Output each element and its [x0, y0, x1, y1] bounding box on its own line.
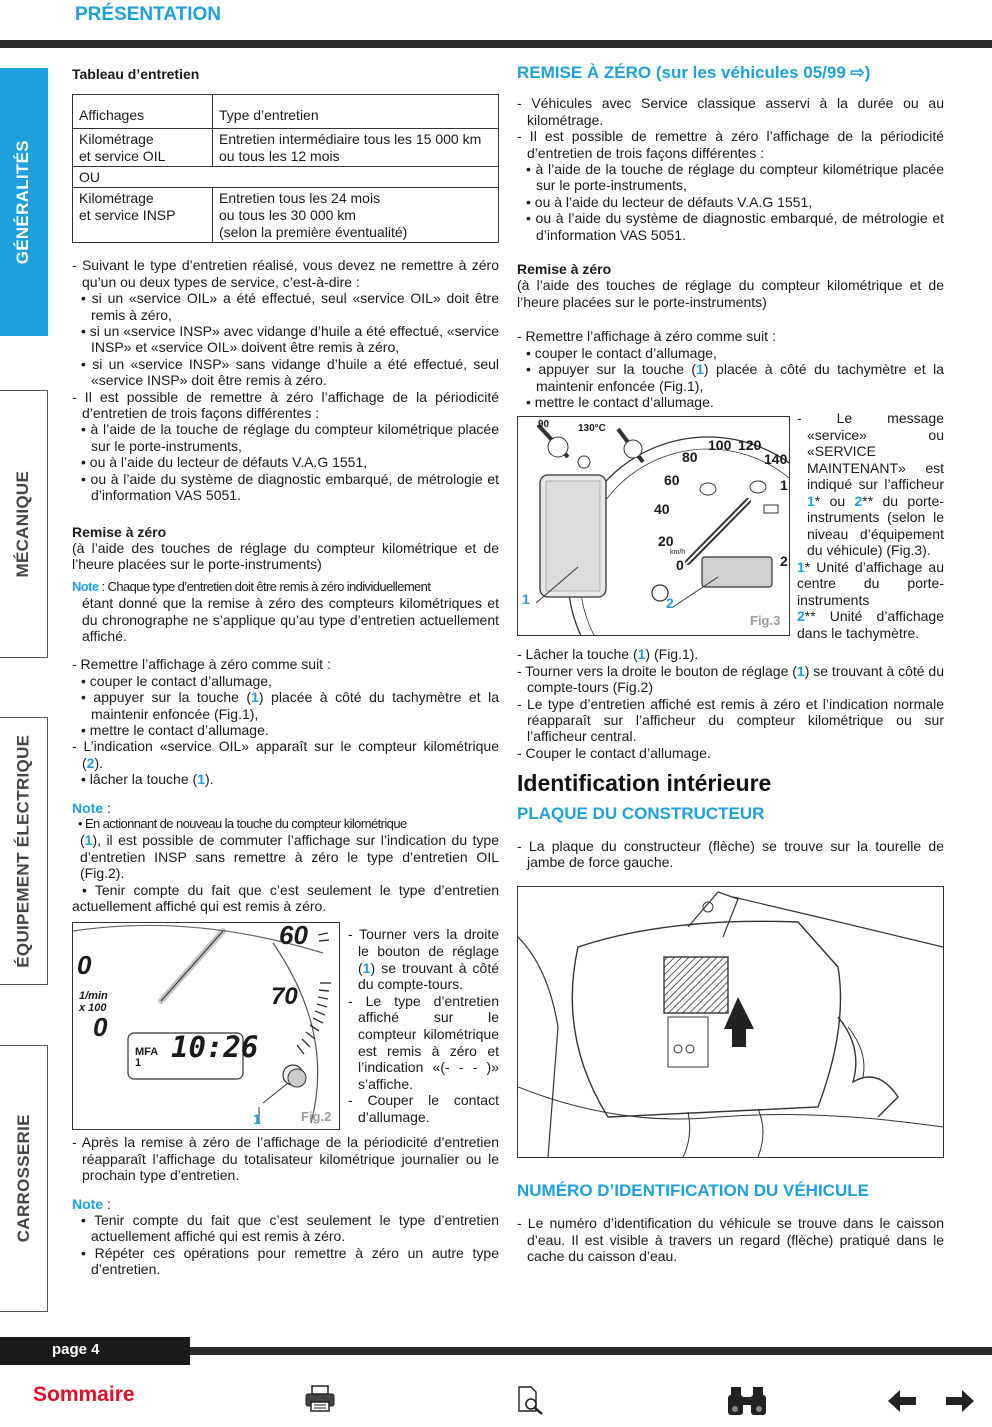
- fig2-illustration: [73, 923, 339, 1129]
- figure-3-dashboard: 130°C 90 20 40 60 80 100 120 140 0 1 2 km/h 1 2 Fig.3: [517, 416, 790, 636]
- section-title-plaque: PLAQUE DU CONSTRUCTEUR: [517, 803, 765, 823]
- fig2-clock-display: 10:26: [171, 1030, 259, 1065]
- tab-mecanique[interactable]: MÉCANIQUE: [0, 390, 48, 658]
- maintenance-table: Affichages Type d’entretien Kilométrage et service OIL Entretien intermédiaire tous les 15 000 km ou tous les 12 mois OU Kilométrage et service INSP Entretien tous les 24 mois ou tous les 30 000 km (selon la première éventualité): [72, 94, 499, 243]
- page-number: page 4: [0, 1337, 190, 1365]
- page-header-title: PRÉSENTATION: [75, 4, 222, 25]
- header-bar: [0, 40, 992, 48]
- arrow-right-icon[interactable]: [946, 1390, 974, 1415]
- heading-identification: Identification intérieure: [517, 770, 772, 797]
- tab-generalites[interactable]: GÉNÉRALITÉS: [0, 68, 48, 336]
- sommaire-link[interactable]: Sommaire: [33, 1383, 135, 1406]
- engine-bay-illustration: [518, 887, 943, 1157]
- right-column: REMISE À ZÉRO (sur les véhicules 05/99 ⇨) - Véhicules avec Service classique asservi à la durée ou au kilométrage. - Il est possible de remettre à zéro l’affichage de la périodicité d’entretien de trois façons différentes : • à l’aide de la touche de réglage du compteur kilométrique placée sur le porte-instruments, • ou à l’aide du lecteur de défauts V.A.G 1551, • ou à l’aide du système de diagnostic embarqué, de métrologie et d’information VAS 5051. Remise à zéro (à l’aide des touches de réglage du compteur kilométrique et de l’heure placées sur le porte-instruments) - Remettre l’affichage à zéro comme suit : • couper le contact d’allumage, • appuyer sur la touche (1) placée à côté du tachymètre et la maintenir enfoncée (Fig.1), • mettre le contact d’allumage. 130°C 90 20 40 60 80 100 120 140 0 1 2 km/h 1 2 Fig.3 - Le message «service» ou «SERVICE MAINTENANT» est indiqué sur l’afficheur 1* ou 2** du porte-instruments (selon le niveau d’équipement du véhicule) (Fig.3). 1* Unité d’affichage au centre du porte-instruments 2** Unité d’affichage dans le tachymètre. - Lâcher la touche (1) (Fig.1). - Tourner vers la droite le bouton de réglage (1) se trouvant à côté du compte-tours (Fig.2) - Le type d’entretien affiché est remis à zéro et l’indication normale réapparaît sur l’afficheur du compteur kilométrique ou sur l’afficheur central. - Couper le contact d’allumage. Identification intérieure PLAQUE DU CONSTRUCTEUR - La plaque du constructeur (flèche) se trouve sur la tourelle de jambe de force gauche. NUMÉRO D’IDENTIFICATION DU VÉHICULE - Le numéro d’identification du véhicule se trouve dans le caisson d’eau. Il est visible à travers un regard (flèche) pratiqué dans le cache du caisson d’eau.: [517, 63, 945, 1264]
- table-title: Tableau d’entretien: [72, 66, 200, 82]
- note-block: Note : Chaque type d’entretien doit être remis à zéro individuellement: [72, 578, 431, 594]
- figure-engine-bay: [517, 886, 944, 1158]
- paragraph: - Suivant le type d’entretien réalisé, vous devez ne remettre à zéro qu’un ou deux types de service, c’est-à-dire :: [72, 257, 499, 290]
- printer-icon[interactable]: [304, 1385, 336, 1416]
- arrow-left-icon[interactable]: [888, 1390, 916, 1415]
- left-column: Tableau d’entretien Affichages Type d’entretien Kilométrage et service OIL Entretien intermédiaire tous les 15 000 km ou tous les 12 mois OU Kilométrage et service INSP Entretien tous les 24 mois ou tous les 30 000 km (selon la première éventualité) - Suivant le type d’entretien réalisé, vous devez ne remettre à zéro qu’un ou deux types de service, c’est-à-dire : • si un «service OIL» a été effectué, seul «service OIL» doit être remis à zéro, • si un «service INSP» avec vidange d’huile a été effectué, «service INSP» et «service OIL» doivent être remis à zéro, • si un «service INSP» sans vidange d’huile a été effectué, seul «service INSP» doit être remis à zéro. - Il est possible de remettre à zéro l’affichage de la périodicité d’entretien de trois façons différentes : • à l’aide de la touche de réglage du compteur kilométrique placée sur le porte-instruments, • ou à l’aide du lecteur de défauts V.A.G 1551, • ou à l’aide du système de diagnostic embarqué, de métrologie et d’information VAS 5051. Remise à zéro (à l’aide des touches de réglage du compteur kilométrique et de l’heure placées sur le porte-instruments) Note : Chaque type d’entretien doit être remis à zéro individuellement étant donné que la remise à zéro des compteurs kilométriques et du chronographe ne s’applique qu’au type d’entretien actuellement affiché. - Remettre l’affichage à zéro comme suit : • couper le contact d’allumage, • appuyer sur la touche (1) placée à côté du tachymètre et la maintenir enfoncée (Fig.1), • mettre le contact d’allumage. - L’indication «service OIL» apparaît sur le compteur kilométrique (2). • lâcher la touche (1). Note : • En actionnant de nouveau la touche du compteur kilométrique (1), il est possible de commuter l’affichage sur l’indication du type d’entretien INSP sans remettre à zéro le type d’entretien OIL (Fig.2). • Tenir compte du fait que c’est seulement le type d’entretien actuellement affiché qui est remis à zéro. 60 70 0 0 1/min x 100 MFA 1 10:26 1 Fig.2 - Tourner vers la droite le bouton de réglage (1) se trouvant à côté du compte-tours. - Le type d’entretien affiché sur le compteur kilométrique est remis à zéro et l’indication «(- - - )» s’affiche. - Couper le contact d’allumage. - Après la remise à zéro de l’affichage de la périodicité d’entretien réapparaît l’affichage du totalisateur kilométrique journalier ou le prochain type d’entretien. Note : • Tenir compte du fait que c’est seulement le type d’entretien actuellement affiché qui est remis à zéro. • Répéter ces opérations pour remettre à zéro un autre type d’entretien.: [72, 66, 499, 1278]
- tab-equipement-electrique[interactable]: ÉQUIPEMENT ÉLECTRIQUE: [0, 717, 48, 985]
- section-title-numero: NUMÉRO D’IDENTIFICATION DU VÉHICULE: [517, 1180, 869, 1200]
- section-title-remise: REMISE À ZÉRO (sur les véhicules 05/99 ⇨): [517, 63, 871, 82]
- zoom-page-icon[interactable]: [516, 1385, 546, 1418]
- figure-2-dashboard: 60 70 0 0 1/min x 100 MFA 1 10:26 1 Fig.2: [72, 922, 340, 1130]
- tab-carrosserie[interactable]: CARROSSERIE: [0, 1045, 48, 1312]
- subheading-remise-a-zero: Remise à zéro: [72, 523, 167, 540]
- binoculars-icon[interactable]: [728, 1385, 766, 1420]
